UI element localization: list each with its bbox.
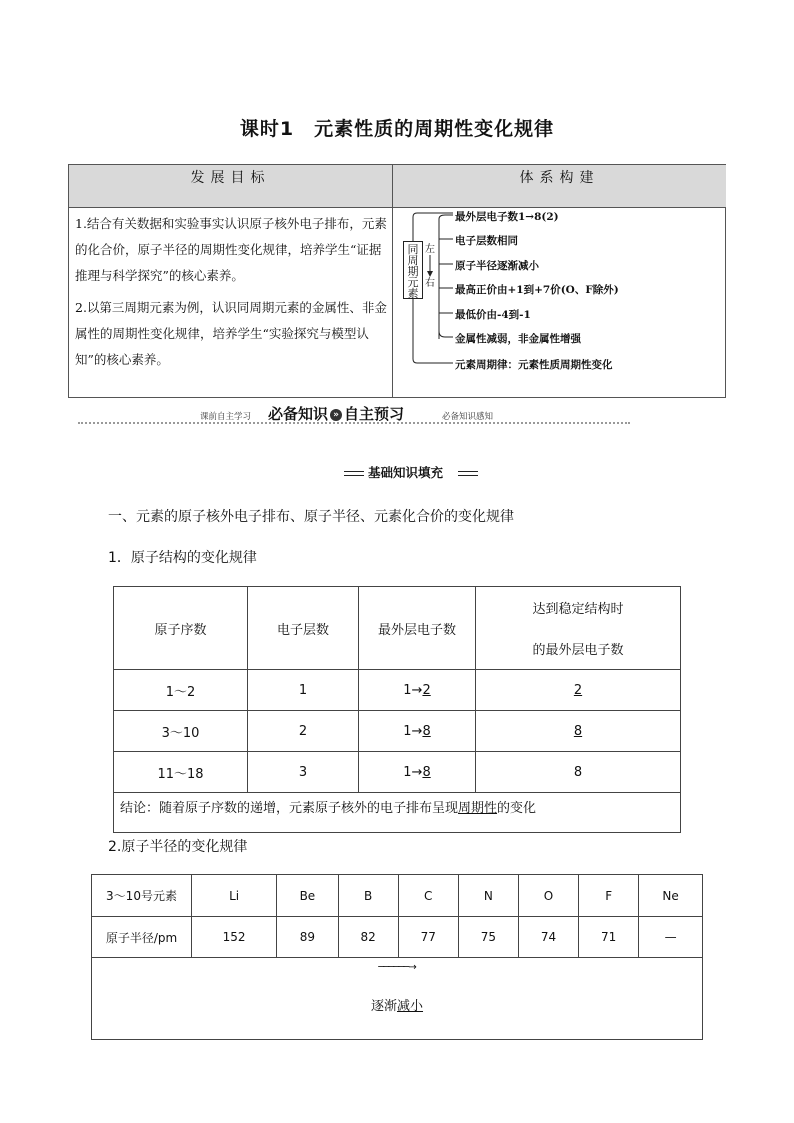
- radius-cell: 152: [192, 917, 277, 958]
- table-row: 11～18 3 1→8 8: [114, 752, 681, 793]
- radius-cell: —: [639, 917, 703, 958]
- concept-map-header: 体系构建: [393, 165, 726, 208]
- concept-item: 最高正价由+1到+7价(O、F除外): [455, 284, 619, 296]
- table-header: 达到稳定结构时 的最外层电子数: [476, 587, 681, 670]
- element-cell: O: [518, 875, 578, 917]
- banner-left-label: 课前自主学习: [200, 412, 252, 422]
- banner-right-label: 必备知识感知: [442, 412, 494, 422]
- same-period-box: 同周期元素: [403, 241, 423, 299]
- concept-map: [397, 209, 723, 395]
- atomic-structure-table: [113, 586, 681, 833]
- table-header: 最外层电子数: [359, 587, 476, 670]
- goal-item: 2.以第三周期元素为例，认识同周期元素的金属性、非金属性的周期性变化规律，培养学生“实验探究与模型认知”的核心素养。: [75, 300, 387, 367]
- concept-item: 最外层电子数1→8(2): [455, 211, 559, 223]
- atomic-radius-table: [91, 874, 703, 1040]
- table-row: 1～2 1 1→2 2: [114, 670, 681, 711]
- concept-item: 元素周期律：元素性质周期性变化: [455, 359, 613, 371]
- section-tag-text: 基础知识填充: [368, 465, 444, 480]
- right-label: 右: [425, 278, 435, 289]
- conclusion-row: 结论：随着原子序数的递增，元素原子核外的电子排布呈现周期性的变化: [114, 793, 681, 833]
- element-cell: Li: [192, 875, 277, 917]
- goal-item: 1.结合有关数据和实验事实认识原子核外电子排布，元素的化合价，原子半径的周期性变化规律，培养学生“证据推理与科学探究”的核心素养。: [75, 216, 387, 283]
- row-label: 3～10号元素: [92, 875, 192, 917]
- element-cell: F: [579, 875, 639, 917]
- concept-item: 原子半径逐渐减小: [455, 260, 539, 272]
- element-cell: C: [398, 875, 458, 917]
- concept-item: 金属性减弱，非金属性增强: [455, 333, 581, 345]
- element-cell: B: [338, 875, 398, 917]
- subheading-2: 2.原子半径的变化规律: [108, 839, 248, 855]
- double-arrow-icon: »: [330, 409, 342, 421]
- table-header: 电子层数: [248, 587, 359, 670]
- radius-cell: 74: [518, 917, 578, 958]
- banner-title-left: 必备知识: [268, 405, 329, 423]
- element-cell: N: [458, 875, 518, 917]
- radius-cell: 82: [338, 917, 398, 958]
- trend-arrow: ──────→: [378, 962, 416, 973]
- goals-table: [68, 164, 726, 398]
- table-header: 原子序数: [114, 587, 248, 670]
- radius-cell: 89: [277, 917, 338, 958]
- trend-text: 逐渐减小: [370, 999, 424, 1014]
- section-banner: [78, 402, 630, 428]
- page-title: 课时1 元素性质的周期性变化规律: [239, 118, 555, 140]
- row-label: 原子半径/pm: [92, 917, 192, 958]
- heading-1: 一、元素的原子核外电子排布、原子半径、元素化合价的变化规律: [108, 509, 514, 525]
- goals-text: [75, 211, 387, 379]
- element-cell: Be: [277, 875, 338, 917]
- subheading-1: 1．原子结构的变化规律: [108, 550, 257, 566]
- banner-title-right: 自主预习: [344, 405, 405, 423]
- banner-title: [268, 403, 404, 424]
- radius-cell: 75: [458, 917, 518, 958]
- section-tag: [346, 463, 444, 481]
- left-label: 左: [425, 244, 435, 255]
- trend-cell: [92, 958, 703, 1040]
- concept-item: 电子层数相同: [455, 235, 518, 247]
- concept-item: 最低价由-4到-1: [455, 309, 531, 321]
- element-cell: Ne: [639, 875, 703, 917]
- radius-cell: 71: [579, 917, 639, 958]
- goals-header: 发展目标: [69, 165, 392, 208]
- radius-cell: 77: [398, 917, 458, 958]
- table-row: 3～10 2 1→8 8: [114, 711, 681, 752]
